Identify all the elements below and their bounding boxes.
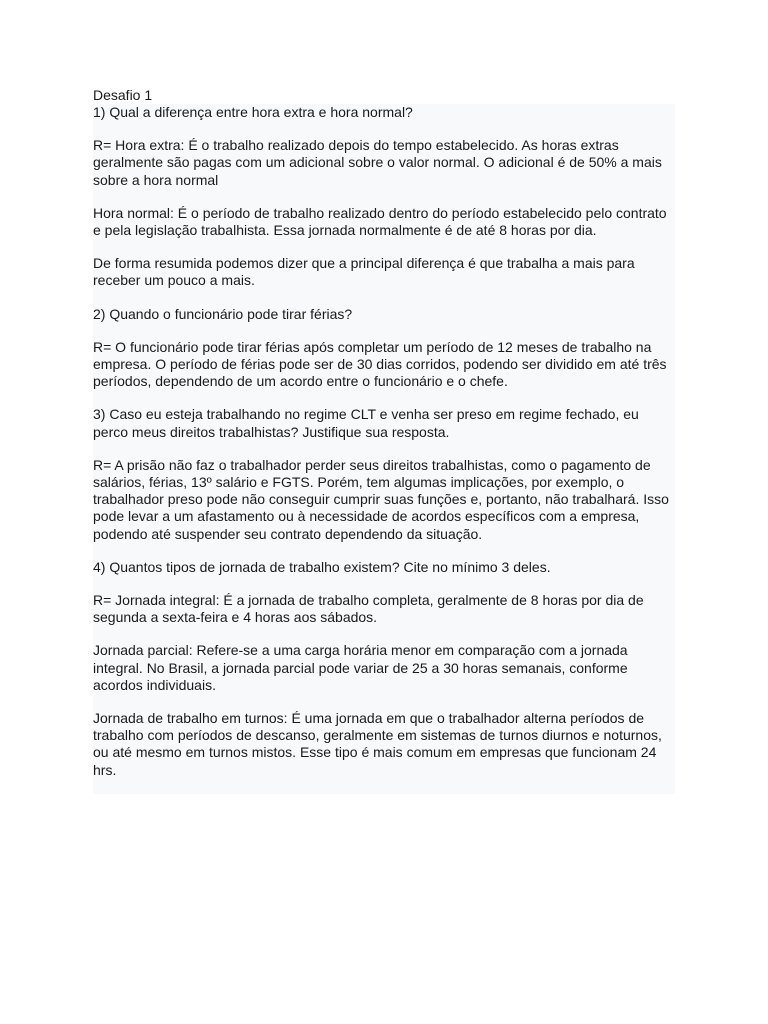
answer-4-jornada-integral: R= Jornada integral: É a jornada de trabalho completa, geralmente de 8 horas por dia de segunda a sexta-feira e 4 horas aos sábados. — [93, 592, 644, 626]
answer-4-jornada-turnos: Jornada de trabalho em turnos: É uma jornada em que o trabalhador alterna períodos de trabalho com períodos de descanso, geralmente em sistemas de turnos diurnos e noturnos, ou até mesmo em turnos mistos. Esse tipo é mais comum em empresas que funcionam 24 hrs. — [93, 710, 662, 778]
answer-3: R= A prisão não faz o trabalhador perder seus direitos trabalhistas, como o pagamento de salários, férias, 13º salário e FGTS. Porém, tem algumas implicações, por exemplo, o trabalhador preso pode não conseguir cumprir suas funções e, portanto, não trabalhará. Isso pode levar a um afastamento ou à necessidade de acordos específicos com a empresa, podendo até suspender seu contrato dependendo da situação. — [93, 456, 669, 542]
answer-4-jornada-parcial: Jornada parcial: Refere-se a uma carga horária menor em comparação com a jornada integral. No Brasil, a jornada parcial pode variar de 25 a 30 horas semanais, conforme acordos individuais. — [93, 642, 628, 693]
answer-1-hora-normal: Hora normal: É o período de trabalho realizado dentro do período estabelecido pelo contrato e pela legislação trabalhista. Essa jornada normalmente é de até 8 horas por dia. — [93, 204, 667, 239]
answer-1-hora-extra: R= Hora extra: É o trabalho realizado depois do tempo estabelecido. As horas extras geralmente são pagas com um adicional sobre o valor normal. O adicional é de 50% a mais sobre a hora normal — [93, 137, 662, 188]
answer-2: R= O funcionário pode tirar férias após completar um período de 12 meses de trabalho na empresa. O período de férias pode ser de 30 dias corridos, podendo ser dividido em até três períodos, dependendo de um acordo entre o funcionário e o chefe. — [93, 338, 667, 390]
question-3: 3) Caso eu esteja trabalhando no regime CLT e venha ser preso em regime fechado, eu perco meus direitos trabalhistas? Justifique sua resposta. — [93, 406, 639, 440]
question-2: 2) Quando o funcionário pode tirar férias? — [93, 305, 353, 322]
document-title: Desafio 1 — [93, 87, 153, 103]
question-4: 4) Quantos tipos de jornada de trabalho existem? Cite no mínimo 3 deles. — [93, 558, 551, 575]
question-1: 1) Qual a diferença entre hora extra e hora normal? — [93, 104, 413, 120]
document-body — [93, 104, 675, 794]
answer-1-summary: De forma resumida podemos dizer que a principal diferença é que trabalha a mais para receber um pouco a mais. — [93, 255, 635, 289]
